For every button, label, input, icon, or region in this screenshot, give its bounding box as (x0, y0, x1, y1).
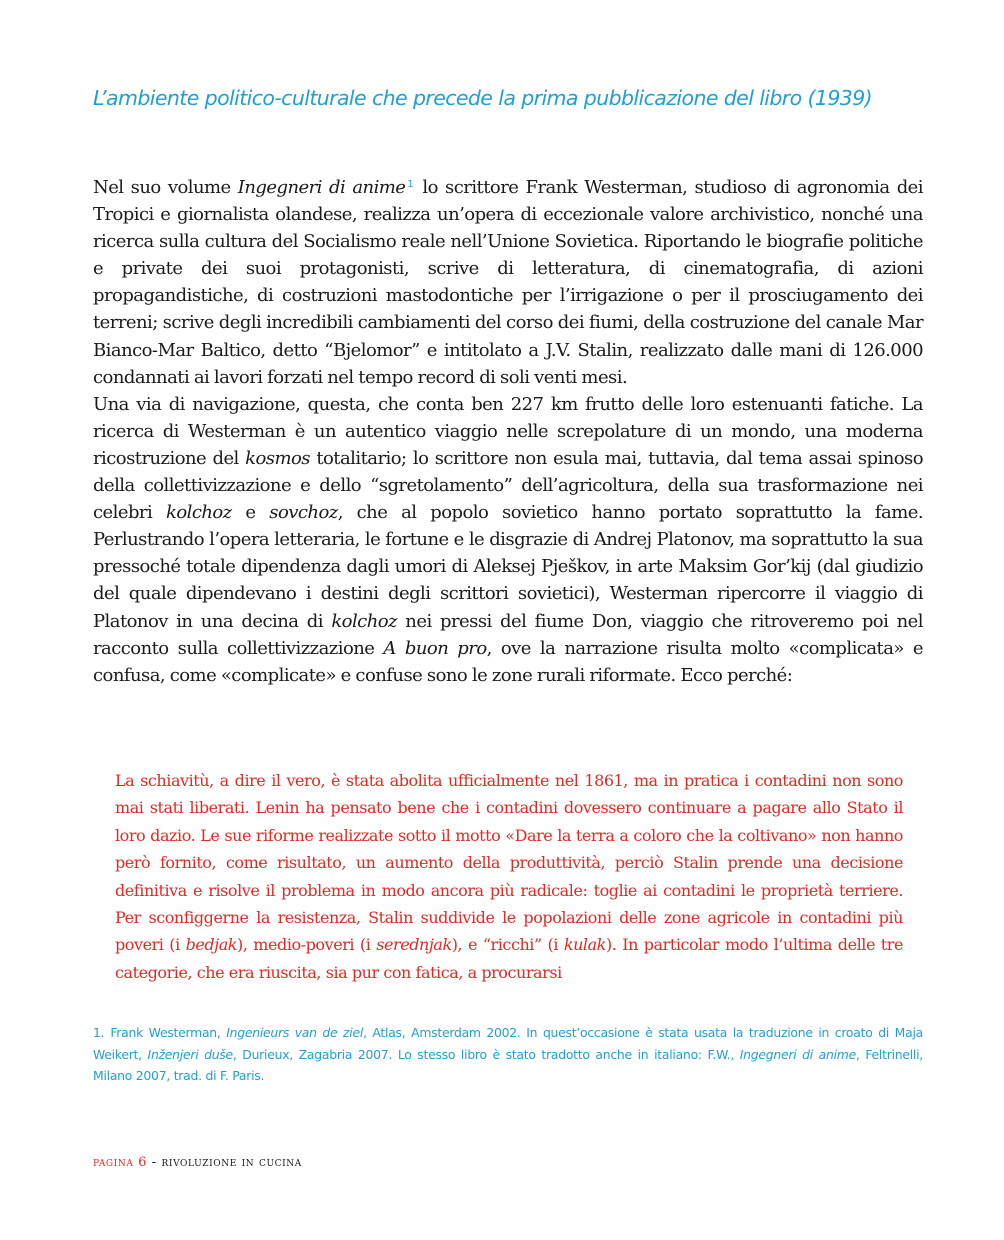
text-run: ), e “ricchi” (i (451, 935, 564, 955)
footer-separator: - (147, 1155, 162, 1170)
page-number: pagina 6 (93, 1155, 148, 1170)
text-run: Una via di navigazione, questa, che conta ben 227 km frutto delle loro estenuanti fatiche. La ricerca di Westerman è un autentico viaggio nelle screpolature di un mondo, una moderna ricostruzione del (93, 393, 923, 469)
italic-term: kosmos (245, 447, 310, 469)
italic-term: sovchoz (269, 502, 338, 524)
text-run: , Atlas, Amsterdam 2002. In quest’occasione è stata usata la traduzione in croato di Maja Weikert, (93, 1025, 923, 1062)
text-run: Nel suo volume (93, 177, 238, 198)
italic-term: Ingenieurs van de ziel (226, 1025, 364, 1040)
paragraph-1 (93, 171, 923, 391)
book-title: Ingegneri di anime (237, 177, 406, 198)
text-run: e (231, 502, 270, 524)
text-run: ), medio-poveri (i (237, 935, 377, 955)
italic-term: Inženjeri duše (147, 1046, 233, 1062)
text-run: , Durieux, Zagabria 2007. Lo stesso libro è stato tradotto anche in italiano: F.W., (232, 1046, 740, 1062)
section-heading: L’ambiente politico-culturale che precede la prima pubblicazione del libro (1939) (93, 86, 873, 110)
footnote (93, 1022, 923, 1087)
text-run: ). In particolar modo l’ultima delle tre categorie, che era riuscita, sia pur con fatica, a procurarsi (115, 935, 903, 982)
block-quote (115, 767, 903, 986)
italic-term: kulak (563, 935, 606, 955)
text-run: nei pressi del fiume Don, viaggio che ritroveremo poi nel racconto sulla collettivizzazione (93, 610, 923, 659)
running-title: rivoluzione in cucina (161, 1155, 302, 1170)
text-run: totalitario; lo scrittore non esula mai, tuttavia, dal tema assai spinoso della collettivizzazione e dello “sgretolamento” dell’agricoltura, della sua trasformazione nei celebri (93, 447, 924, 524)
footnote-number: 1. (93, 1025, 105, 1040)
italic-term: bedjak (185, 935, 238, 955)
main-text (93, 171, 923, 689)
text-run: La schiavitù, a dire il vero, è stata abolita ufficialmente nel 1861, ma in pratica i contadini non sono mai stati liberati. Lenin ha pensato bene che i contadini dovessero continuare a pagare allo Stato il loro dazio. Le sue riforme realizzate sotto il motto «Dare la terra a coloro che la coltivano» non hanno però fornito, come risultato, un aumento della produttività, perciò Stalin prende una decisione definitiva e risolve il problema in modo ancora più radicale: toglie ai contadini le proprietà terriere. Per sconfiggerne la resistenza, Stalin suddivide le popolazioni delle zone agricole in contadini più poveri (i (115, 771, 903, 955)
italic-term: kolchoz (331, 610, 397, 632)
italic-term: serednjak (376, 935, 452, 955)
paragraph-2 (93, 391, 923, 689)
text-run: Frank Westerman, (110, 1025, 227, 1040)
text-run: lo scrittore Frank Westerman, studioso di agronomia dei Tropici e giornalista olandese, realizza un’opera di eccezionale valore archivistico, nonché una ricerca sulla cultura del Socialismo reale nell’Unione Sovietica. Riportando le biografie politiche e private dei suoi protagonisti, scrive di letteratura, di cinematografia, di azioni propagandistiche, di costruzioni mastodontiche per l’irrigazione o per il prosciugamento dei terreni; scrive degli incredibili cambiamenti del corso dei fiumi, della costruzione del canale Mar Bianco-Mar Baltico, detto “Bjelomor” e intitolato a J.V. Stalin, realizzato dalle mani di 126.000 condannati ai lavori forzati nel tempo record di soli venti mesi. (93, 177, 923, 388)
text-run: , che al popolo sovietico hanno portato soprattutto la fame. Perlustrando l’opera letteraria, le fortune e le disgrazie di Andrej Platonov, ma soprattutto la sua pressoché totale dipendenza dagli umori di Aleksej Pješkov, in arte Maksim Gor’kij (dal giudizio del quale dipendevano i destini degli scrittori sovietici), Westerman ripercorre il viaggio di Platonov in una decina di (93, 502, 924, 632)
page-footer (93, 1155, 302, 1170)
text-run: , Feltrinelli, Milano 2007, trad. di F. Paris. (93, 1046, 923, 1083)
italic-term: A buon pro (383, 637, 487, 659)
text-run: , ove la narrazione risulta molto «complicata» e confusa, come «complicate» e confuse sono le zone rurali riformate. Ecco perché: (93, 637, 924, 686)
italic-term: Ingegneri di anime (739, 1046, 856, 1062)
footnote-ref[interactable]: 1 (407, 179, 414, 190)
italic-term: kolchoz (165, 502, 232, 524)
